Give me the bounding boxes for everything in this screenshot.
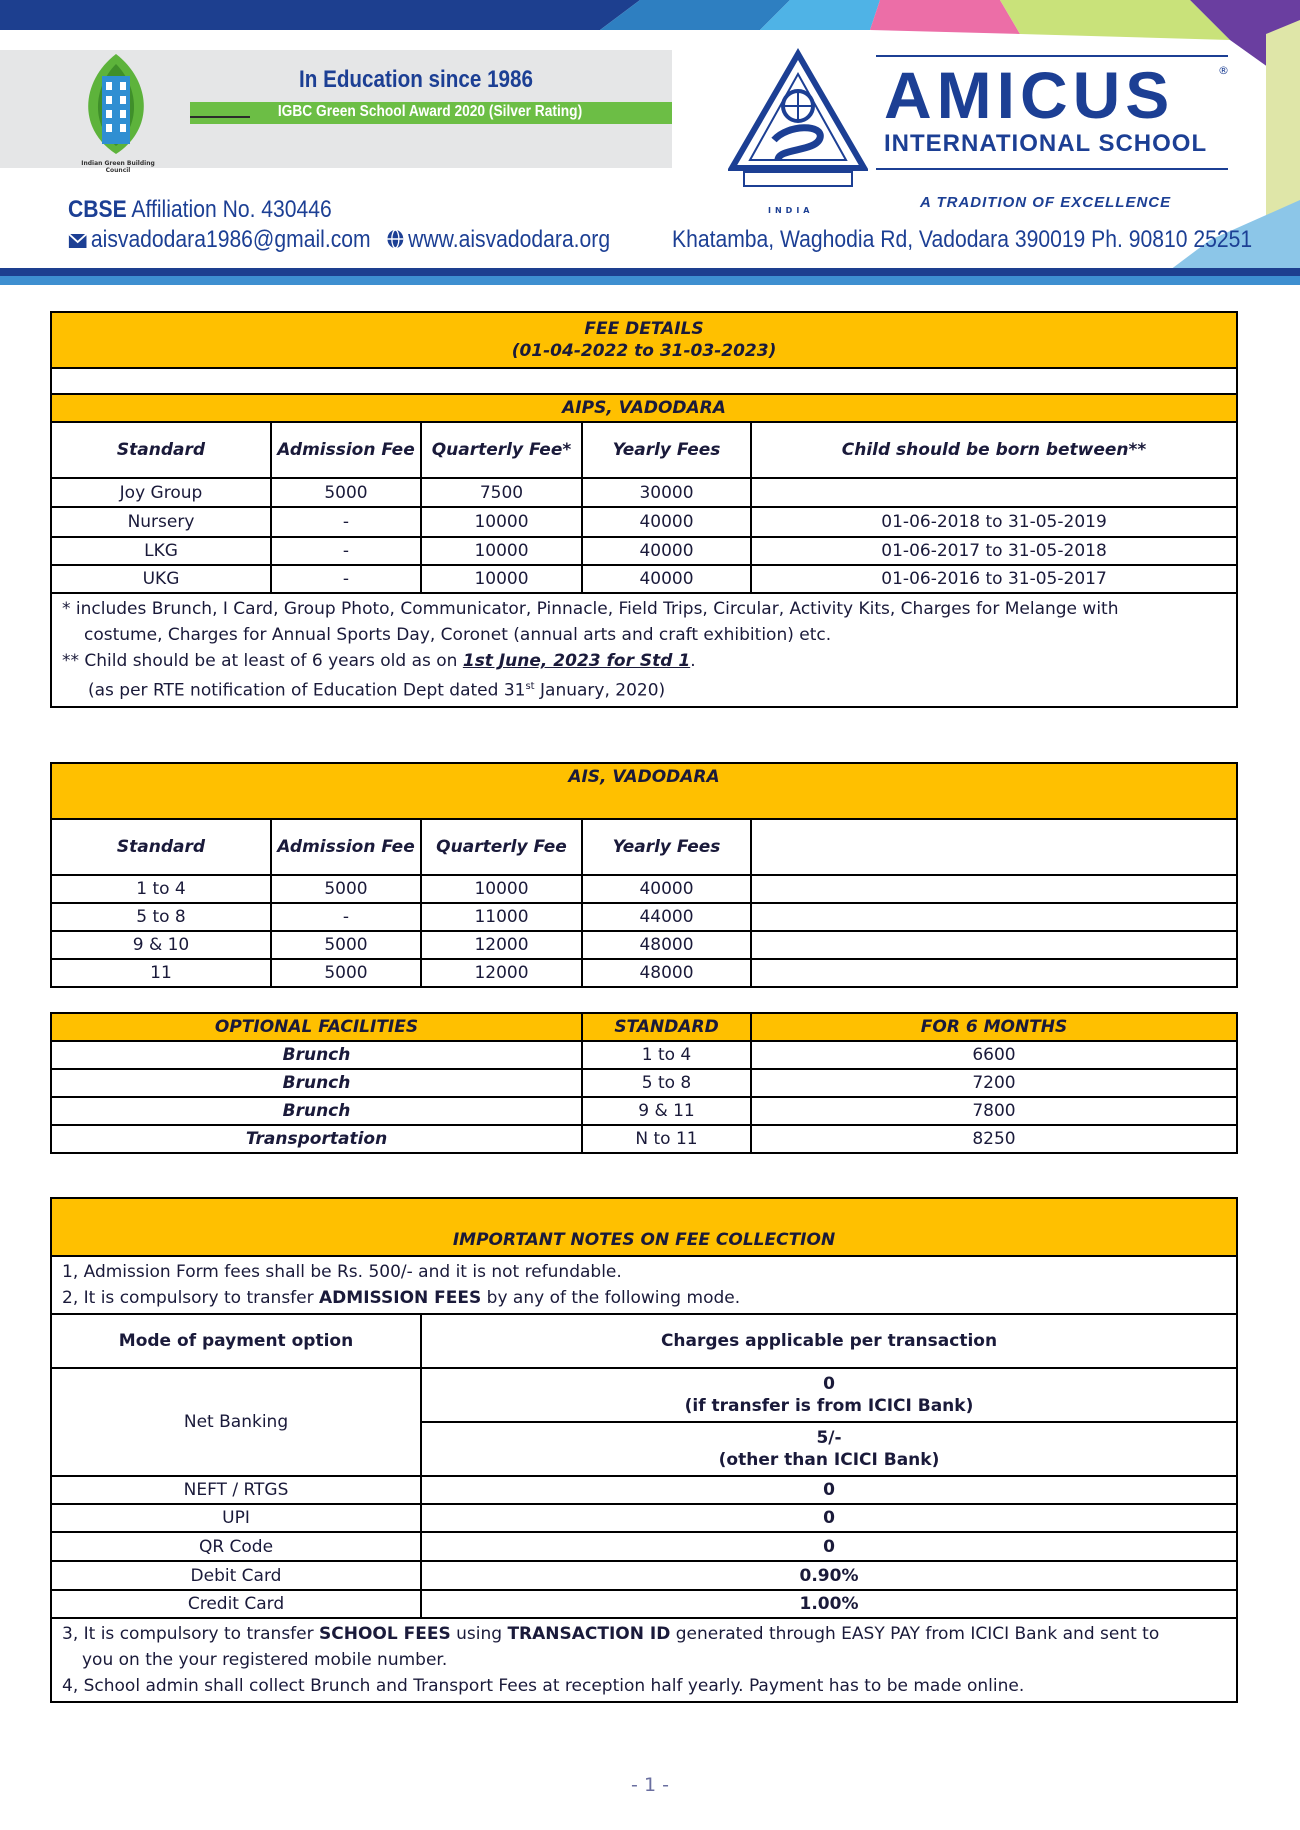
table-row [51,1125,1237,1153]
cell-standard: Nursery [51,507,271,537]
payment-col-mode: Mode of payment option [51,1314,421,1368]
cell-net-banking-icici [421,1368,1237,1422]
notes-outro-cell [51,1618,1237,1702]
table-row [51,1097,1237,1125]
table-row [51,959,1237,987]
aips-fee-table [50,311,1238,708]
crest-country: INDIA [768,206,814,215]
payment-header-row [51,1314,1237,1368]
education-since: In Education since 1986 [298,66,534,93]
fee-details-period: (01-04-2022 to 31-03-2023) [511,341,777,361]
net-banking-other-note: (other than ICICI Bank) [718,1450,940,1470]
cell-six-month-fee: 7200 [751,1069,1237,1097]
fee-collection-notes-table [50,1197,1238,1703]
payment-col-charges: Charges applicable per transaction [421,1314,1237,1368]
note-admission-form: 1, Admission Form fees shall be Rs. 500/- and it is not refundable. [62,1262,622,1282]
table-row [51,875,1237,903]
award-rule [190,116,250,118]
school-subtitle: INTERNATIONAL SCHOOL [884,130,1208,157]
contact-line [68,226,610,257]
cell-payment-mode: Debit Card [51,1561,421,1590]
note-rte [62,674,1226,704]
tagline: A TRADITION OF EXCELLENCE [920,194,1172,211]
note-school-fees [62,1621,1226,1647]
ais-col-admission: Admission Fee [271,819,421,875]
cell-payment-mode: UPI [51,1504,421,1532]
net-banking-icici-charge: 0 [823,1374,835,1394]
note-rte-sup: st [525,681,535,692]
aips-title: AIPS, VADODARA [51,394,1237,422]
table-row [51,507,1237,537]
cell-standard: LKG [51,537,271,565]
cell-admission: 5000 [271,875,421,903]
optional-col-six-months: FOR 6 MONTHS [751,1013,1237,1041]
aips-col-quarterly: Quarterly Fee* [421,422,582,478]
notes-title: IMPORTANT NOTES ON FEE COLLECTION [51,1198,1237,1256]
spacer-row [51,368,1237,394]
cell-payment-charge: 0 [421,1504,1237,1532]
ais-col-empty [751,819,1237,875]
table-row [51,1504,1237,1532]
cell-yearly: 40000 [582,875,751,903]
ais-header-row [51,819,1237,875]
cell-standard: 5 to 8 [51,903,271,931]
table-row [51,1590,1237,1618]
cell-six-month-fee: 8250 [751,1125,1237,1153]
cell-facility: Brunch [51,1069,582,1097]
cell-quarterly: 7500 [421,478,582,507]
aips-notes-cell [51,593,1237,707]
cbse-affiliation [68,196,332,224]
ais-title: AIS, VADODARA [51,763,1237,819]
cell-quarterly: 10000 [421,565,582,593]
notes-title-row [51,1198,1237,1256]
table-row [51,1041,1237,1069]
notes-outro-row [51,1618,1237,1702]
net-banking-other-charge: 5/- [816,1428,842,1448]
aips-col-standard: Standard [51,422,271,478]
cell-facility: Transportation [51,1125,582,1153]
note-age-post: . [690,651,696,671]
brand-rule-top [876,55,1228,57]
cell-admission: 5000 [271,478,421,507]
table-row [51,565,1237,593]
aips-title-row [51,394,1237,422]
cell-quarterly: 10000 [421,537,582,565]
cell-standard: UKG [51,565,271,593]
cell-payment-charge: 0 [421,1476,1237,1504]
affiliation-number: Affiliation No. 430446 [131,196,332,223]
table-row [51,903,1237,931]
cell-quarterly: 10000 [421,875,582,903]
cell-standard: N to 11 [582,1125,751,1153]
note-age-date: 1st June, 2023 for Std 1 [462,651,691,671]
cell-empty [751,875,1237,903]
cell-admission: 5000 [271,931,421,959]
cell-quarterly: 10000 [421,507,582,537]
cell-yearly: 40000 [582,537,751,565]
cell-yearly: 40000 [582,507,751,537]
cell-yearly: 40000 [582,565,751,593]
note-transaction-id: TRANSACTION ID [507,1624,671,1644]
note-school-fees-c: using [450,1624,508,1644]
ais-col-standard: Standard [51,819,271,875]
table-row [51,1476,1237,1504]
ais-col-yearly: Yearly Fees [582,819,751,875]
cell-payment-mode: Credit Card [51,1590,421,1618]
cell-born-between: 01-06-2018 to 31-05-2019 [751,507,1237,537]
cell-admission: - [271,537,421,565]
cell-six-month-fee: 6600 [751,1041,1237,1069]
cell-standard: 5 to 8 [582,1069,751,1097]
cell-payment-charge: 1.00% [421,1590,1237,1618]
notes-intro-cell [51,1256,1237,1314]
cell-facility: Brunch [51,1041,582,1069]
crest-emblem-icon [728,48,868,218]
note-age-pre: ** Child should be at least of 6 years old as on [62,651,463,671]
fee-details-title: FEE DETAILS [584,319,704,339]
note-inclusions-cont: costume, Charges for Annual Sports Day, Coronet (annual arts and craft exhibition) etc. [84,625,832,645]
optional-facilities-table [50,1012,1238,1154]
note-brunch-transport: 4, School admin shall collect Brunch and Transport Fees at reception half yearly. Payment has to be made online. [62,1676,1025,1696]
cell-payment-mode: QR Code [51,1532,421,1561]
cell-facility: Brunch [51,1097,582,1125]
cell-empty [751,959,1237,987]
table-row [51,1368,1237,1422]
cell-payment-charge: 0 [421,1532,1237,1561]
net-banking-icici-note: (if transfer is from ICICI Bank) [684,1396,974,1416]
note-inclusions: * includes Brunch, I Card, Group Photo, Communicator, Pinnacle, Field Trips, Circular, Activity Kits, Charges for Melange with [62,599,1119,619]
table-row [51,478,1237,507]
cell-six-month-fee: 7800 [751,1097,1237,1125]
table-row [51,1069,1237,1097]
ais-col-quarterly: Quarterly Fee [421,819,582,875]
cell-net-banking: Net Banking [51,1368,421,1476]
email-link[interactable]: aisvadodara1986@gmail.com [90,226,371,253]
cbse-label: CBSE [68,196,127,223]
registered-mark: ® [1218,64,1229,77]
cell-standard: Joy Group [51,478,271,507]
notes-intro-row [51,1256,1237,1314]
mail-icon [68,229,87,257]
cell-quarterly: 11000 [421,903,582,931]
note-admission-mode [62,1285,1226,1311]
igbc-logo [72,50,160,174]
letterhead-banner [0,0,1300,285]
cell-empty [751,903,1237,931]
note-rte-pre: (as per RTE notification of Education Dept dated 31 [88,680,526,701]
cell-born-between [751,478,1237,507]
award-text: IGBC Green School Award 2020 (Silver Rating) [277,103,583,120]
optional-col-facility: OPTIONAL FACILITIES [51,1013,582,1041]
aips-col-born-between: Child should be born between** [751,422,1237,478]
note-admission-mode-post: by any of the following mode. [481,1288,741,1308]
cell-empty [751,931,1237,959]
table-row [51,1532,1237,1561]
aips-header-row [51,422,1237,478]
cell-payment-charge: 0.90% [421,1561,1237,1590]
note-school-fees-e: generated through EASY PAY from ICICI Bank and sent to [670,1624,1160,1644]
table-row [51,1561,1237,1590]
fee-details-title-cell [51,312,1237,368]
note-school-fees-cont: you on the your registered mobile number. [82,1650,448,1670]
page-number: - 1 - [631,1774,669,1796]
aips-notes-row [51,593,1237,707]
council-name: Indian Green Building Council [81,160,155,174]
cell-born-between: 01-06-2017 to 31-05-2018 [751,537,1237,565]
note-admission-mode-bold: ADMISSION FEES [319,1288,482,1308]
cell-yearly: 30000 [582,478,751,507]
globe-icon [385,228,404,257]
optional-header-row [51,1013,1237,1041]
cell-standard: 9 & 11 [582,1097,751,1125]
school-name: AMICUS [884,58,1175,132]
brand-rule-bottom [876,168,1228,170]
cell-admission: - [271,565,421,593]
aips-col-yearly: Yearly Fees [582,422,751,478]
cell-standard: 1 to 4 [582,1041,751,1069]
cell-net-banking-other [421,1422,1237,1476]
cell-admission: - [271,507,421,537]
cell-standard: 9 & 10 [51,931,271,959]
cell-admission: 5000 [271,959,421,987]
cell-payment-mode: NEFT / RTGS [51,1476,421,1504]
note-school-fees-a: 3, It is compulsory to transfer [62,1624,320,1644]
website-link[interactable]: www.aisvadodara.org [408,226,611,253]
cell-standard: 1 to 4 [51,875,271,903]
spacer-cell [51,368,1237,394]
cell-quarterly: 12000 [421,959,582,987]
leaf-building-icon [72,50,160,160]
table-row [51,537,1237,565]
note-rte-post: January, 2020) [534,680,666,701]
cell-yearly: 44000 [582,903,751,931]
table-row [51,931,1237,959]
fee-details-header-row [51,312,1237,368]
ais-title-row [51,763,1237,819]
school-crest [728,48,866,215]
ais-fee-table [50,762,1238,988]
cell-quarterly: 12000 [421,931,582,959]
cell-born-between: 01-06-2016 to 31-05-2017 [751,565,1237,593]
cell-yearly: 48000 [582,931,751,959]
cell-yearly: 48000 [582,959,751,987]
note-school-fees-bold: SCHOOL FEES [319,1624,451,1644]
school-address: Khatamba, Waghodia Rd, Vadodara 390019 Ph. 90810 25251 [672,226,1253,253]
optional-col-standard: STANDARD [582,1013,751,1041]
cell-admission: - [271,903,421,931]
aips-col-admission: Admission Fee [271,422,421,478]
cell-standard: 11 [51,959,271,987]
note-admission-mode-pre: 2, It is compulsory to transfer [62,1288,320,1308]
